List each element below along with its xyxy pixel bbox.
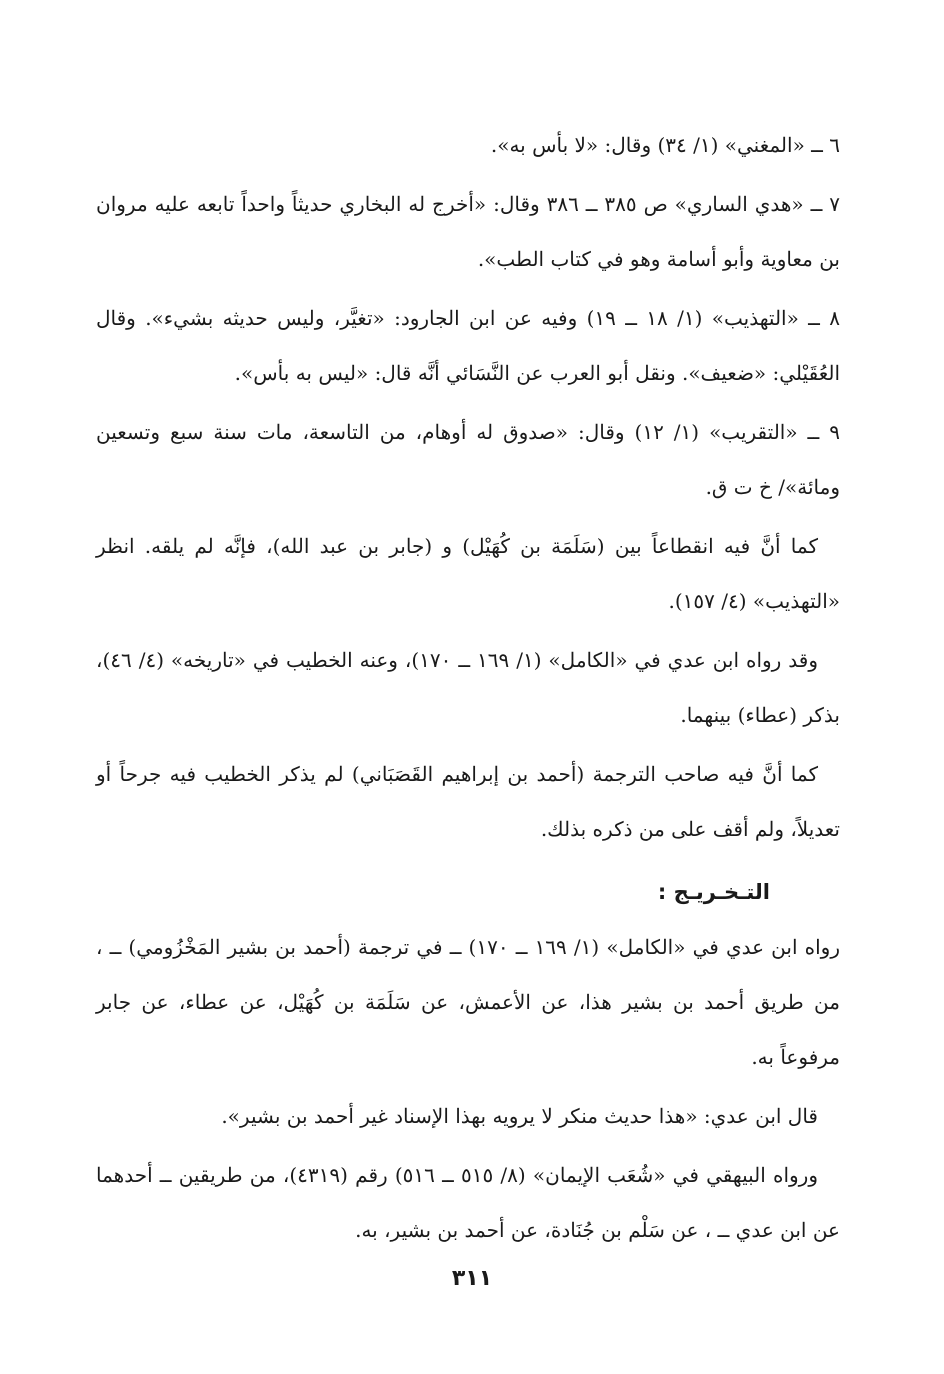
takhrij-paragraph-3: ورواه البيهقي في «شُعَب الإيمان» (٨/ ٥١٥ ــ ٥١٦) رقم (٤٣١٩)، من طريقين ــ أحدهما عن ابن عدي ــ ، عن سَلْم بن جُنَادة، عن أحمد بن بشير، به. — [96, 1163, 840, 1242]
footnote-7: ٧ ــ «هدي الساري» ص ٣٨٥ ــ ٣٨٦ وقال: «أخرج له البخاري حديثاً واحداً تابعه عليه مروان بن معاوية وأبو أسامة وهو في كتاب الطب». — [96, 192, 840, 271]
page-body — [96, 118, 840, 1262]
footnote-9: ٩ ــ «التقريب» (١/ ١٢) وقال: «صدوق له أوهام، من التاسعة، مات سنة سبع وتسعين ومائة»/ خ ت ق. — [96, 420, 840, 499]
takhrij-paragraph-1: رواه ابن عدي في «الكامل» (١/ ١٦٩ ــ ١٧٠) ــ في ترجمة (أحمد بن بشير المَخْزُومي) ــ ، من طريق أحمد بن بشير هذا، عن الأعمش، عن سَلَمَة بن كُهَيْل، عن عطاء، عن جابر مرفوعاً به. — [96, 935, 840, 1069]
takhrij-heading: التـخـريـج : — [657, 880, 770, 904]
takhrij-paragraph-2: قال ابن عدي: «هذا حديث منكر لا يرويه بهذا الإسناد غير أحمد بن بشير». — [221, 1104, 818, 1128]
ibn-adi-note: وقد رواه ابن عدي في «الكامل» (١/ ١٦٩ ــ ١٧٠)، وعنه الخطيب في «تاريخه» (٤/ ٤٦)، بذكر (عطاء) بينهما. — [96, 648, 840, 727]
page-number: ٣١١ — [451, 1266, 493, 1291]
footnote-8: ٨ ــ «التهذيب» (١/ ١٨ ــ ١٩) وفيه عن ابن الجارود: «تغيَّر، وليس حديثه بشيء». وقال العُقَيْلي: «ضعيف». ونقل أبو العرب عن النَّسَائي أنَّه قال: «ليس به بأس». — [96, 306, 840, 385]
inqita-note: كما أنَّ فيه انقطاعاً بين (سَلَمَة بن كُهَيْل) و (جابر بن عبد الله)، فإنَّه لم يلقه. انظر «التهذيب» (٤/ ١٥٧). — [96, 534, 840, 613]
qasabani-note: كما أنَّ فيه صاحب الترجمة (أحمد بن إبراهيم القَصَبَاني) لم يذكر الخطيب فيه جرحاً أو تعديلاً، ولم أقف على من ذكره بذلك. — [96, 762, 840, 841]
footnote-6: ٦ ــ «المغني» (١/ ٣٤) وقال: «لا بأس به». — [490, 133, 840, 157]
